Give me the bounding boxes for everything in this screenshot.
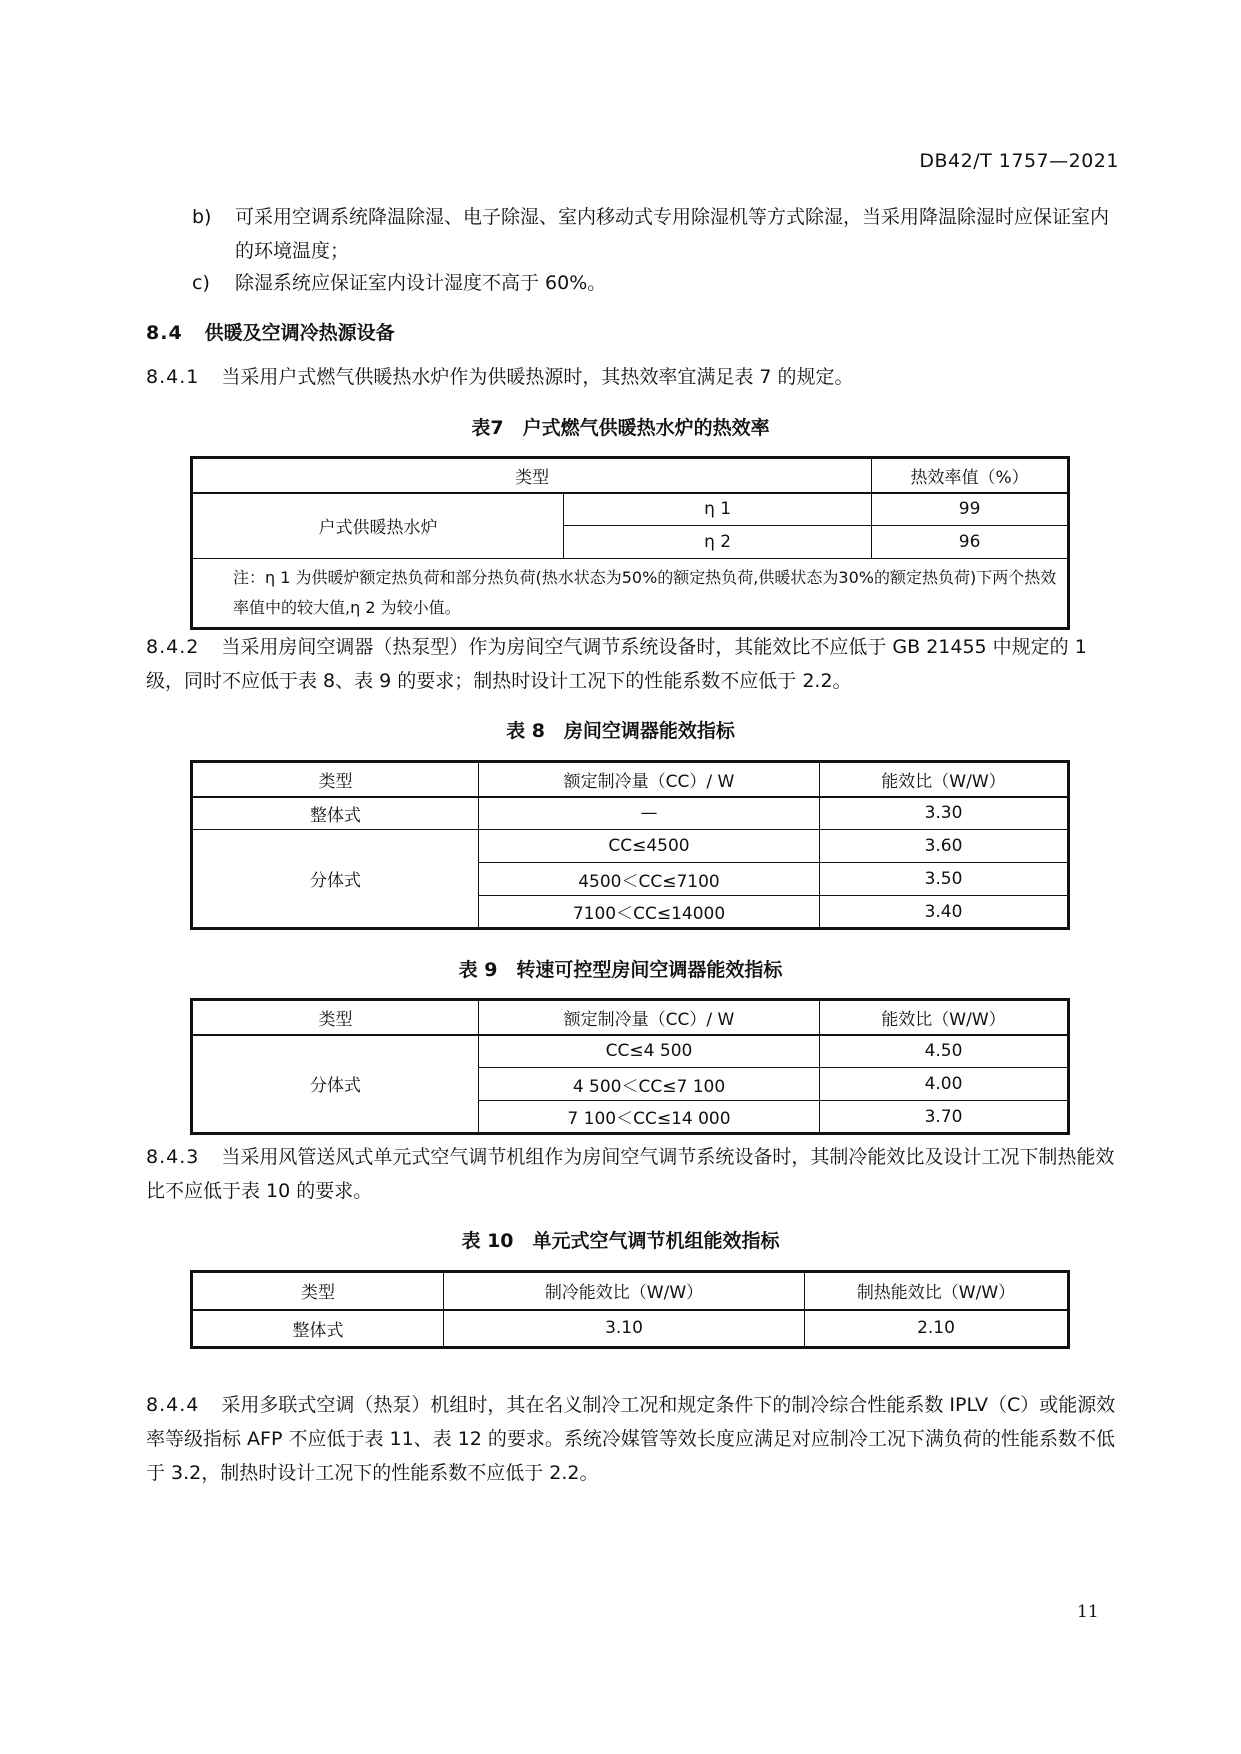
clause-8-4-1: [146, 360, 1122, 394]
document-code: DB42/T 1757—2021: [919, 150, 1119, 172]
table-9-caption: 表 9 转速可控型房间空调器能效指标: [458, 959, 783, 981]
table-cell-type: 分体式: [192, 830, 479, 929]
section-heading-8-4: [146, 318, 395, 345]
table-10: [190, 1270, 1070, 1349]
table-cell-type: 分体式: [192, 1035, 479, 1134]
section-number: 8.4: [146, 322, 183, 344]
table-cell-eer: 3.30: [820, 797, 1069, 830]
table-cell-eer: 3.50: [820, 863, 1069, 896]
table-cell-heating-eer: 2.10: [805, 1310, 1069, 1348]
table-cell-eta2-label: η 2: [564, 526, 872, 559]
table-cell-eer: 3.70: [820, 1101, 1069, 1134]
table-header-capacity: 额定制冷量（CC）/ W: [479, 1000, 820, 1035]
table-cell-eer: 4.50: [820, 1035, 1069, 1068]
list-label: b): [192, 206, 212, 228]
table-cell-eer: 3.40: [820, 896, 1069, 929]
table-7-note: 注：η 1 为供暖炉额定热负荷和部分热负荷(热水状态为50%的额定热负荷,供暖状态为30%的额定热负荷)下两个热效率值中的较大值,η 2 为较小值。: [192, 559, 1069, 629]
table-cell-capacity: 4500＜CC≤7100: [479, 863, 820, 896]
page-number: 11: [1077, 1602, 1099, 1622]
table-header-cooling-eer: 制冷能效比（W/W）: [444, 1272, 805, 1310]
table-7: [190, 456, 1070, 630]
table-10-caption: 表 10 单元式空气调节机组能效指标: [461, 1230, 780, 1252]
table-cell-capacity: —: [479, 797, 820, 830]
table-8: [190, 760, 1070, 930]
clause-text: 当采用房间空调器（热泵型）作为房间空气调节系统设备时，其能效比不应低于 GB 21455 中规定的 1 级，同时不应低于表 8、表 9 的要求；制热时设计工况下的性能系数不应低于 2.2。: [146, 636, 1087, 692]
table-cell-eta1-value: 99: [872, 493, 1069, 526]
section-title: 供暖及空调冷热源设备: [204, 322, 395, 344]
table-header-eer: 能效比（W/W）: [820, 1000, 1069, 1035]
table-cell-type: 整体式: [192, 797, 479, 830]
clause-number: 8.4.2: [146, 636, 200, 658]
table-header-type: 类型: [192, 1272, 444, 1310]
list-label: c): [192, 272, 210, 294]
clause-8-4-3: [146, 1140, 1122, 1208]
table-header-efficiency: 热效率值（%）: [872, 458, 1069, 493]
table-cell-type: 户式供暖热水炉: [192, 493, 564, 559]
list-text: 可采用空调系统降温除湿、电子除湿、室内移动式专用除湿机等方式除湿，当采用降温除湿时应保证室内的环境温度；: [235, 206, 1110, 262]
clause-number: 8.4.3: [146, 1146, 200, 1168]
list-text: 除湿系统应保证室内设计湿度不高于 60%。: [235, 272, 607, 294]
clause-text: 当采用户式燃气供暖热水炉作为供暖热源时，其热效率宜满足表 7 的规定。: [221, 366, 854, 388]
clause-number: 8.4.4: [146, 1394, 200, 1416]
table-cell-capacity: 7100＜CC≤14000: [479, 896, 820, 929]
table-header-heating-eer: 制热能效比（W/W）: [805, 1272, 1069, 1310]
clause-text: 采用多联式空调（热泵）机组时，其在名义制冷工况和规定条件下的制冷综合性能系数 IPLV（C）或能源效率等级指标 AFP 不应低于表 11、表 12 的要求。系统冷媒管等效长度应满足对应制冷工况下满负荷的性能系数不低于 3.2，制热时设计工况下的性能系数不应低于 2.2。: [146, 1394, 1116, 1484]
table-header-type: 类型: [192, 1000, 479, 1035]
clause-number: 8.4.1: [146, 366, 200, 388]
table-cell-capacity: CC≤4 500: [479, 1035, 820, 1068]
table-header-capacity: 额定制冷量（CC）/ W: [479, 762, 820, 797]
table-cell-eta1-label: η 1: [564, 493, 872, 526]
clause-text: 当采用风管送风式单元式空气调节机组作为房间空气调节系统设备时，其制冷能效比及设计工况下制热能效比不应低于表 10 的要求。: [146, 1146, 1115, 1202]
table-cell-eer: 3.60: [820, 830, 1069, 863]
table-8-caption: 表 8 房间空调器能效指标: [506, 720, 735, 742]
clause-8-4-2: [146, 630, 1122, 698]
table-cell-capacity: CC≤4500: [479, 830, 820, 863]
table-cell-eer: 4.00: [820, 1068, 1069, 1101]
table-7-caption: 表7 户式燃气供暖热水炉的热效率: [471, 417, 770, 439]
table-header-type: 类型: [192, 458, 872, 493]
table-cell-capacity: 4 500＜CC≤7 100: [479, 1068, 820, 1101]
table-header-eer: 能效比（W/W）: [820, 762, 1069, 797]
clause-8-4-4: [146, 1388, 1122, 1490]
table-cell-capacity: 7 100＜CC≤14 000: [479, 1101, 820, 1134]
table-cell-type: 整体式: [192, 1310, 444, 1348]
table-header-type: 类型: [192, 762, 479, 797]
table-cell-eta2-value: 96: [872, 526, 1069, 559]
table-9: [190, 998, 1070, 1135]
table-cell-cooling-eer: 3.10: [444, 1310, 805, 1348]
